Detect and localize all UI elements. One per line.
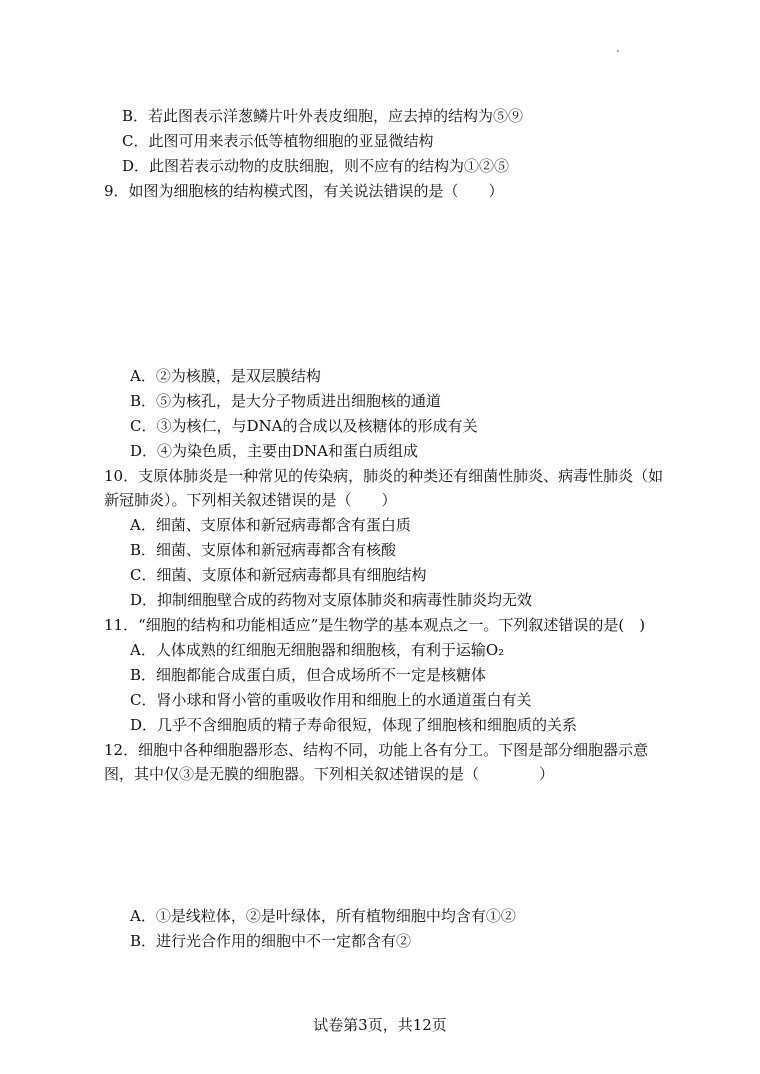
q8-option-d: D．此图若表示动物的皮肤细胞，则不应有的结构为①②⑤ — [122, 157, 510, 175]
q11-option-c: C．肾小球和肾小管的重吸收作用和细胞上的水通道蛋白有关 — [130, 691, 532, 709]
q12-stem-line2: 图，其中仅③是无膜的细胞器。下列相关叙述错误的是（ ） — [104, 765, 555, 783]
q10-option-c: C．细菌、支原体和新冠病毒都具有细胞结构 — [130, 566, 427, 584]
q11-stem: 11．“细胞的结构和功能相适应”是生物学的基本观点之一。下列叙述错误的是( ) — [104, 616, 646, 634]
q10-option-a: A．细菌、支原体和新冠病毒都含有蛋白质 — [130, 516, 411, 534]
q8-option-c: C．此图可用来表示低等植物细胞的亚显微结构 — [122, 132, 434, 150]
q9-option-b: B．⑤为核孔，是大分子物质进出细胞核的通道 — [130, 392, 442, 410]
q9-option-c: C．③为核仁，与DNA的合成以及核糖体的形成有关 — [130, 417, 478, 435]
q9-figure-area — [104, 205, 664, 360]
q11-option-b: B．细胞都能合成蛋白质，但合成场所不一定是核糖体 — [130, 666, 487, 684]
q11-option-a: A．人体成熟的红细胞无细胞器和细胞核，有利于运输O₂ — [130, 641, 505, 659]
q10-stem-line2: 新冠肺炎）。下列相关叙述错误的是（ ） — [104, 491, 397, 509]
q10-stem-line1: 10．支原体肺炎是一种常见的传染病，肺炎的种类还有细菌性肺炎、病毒性肺炎（如 — [104, 467, 664, 485]
q11-option-d: D．几乎不含细胞质的精子寿命很短，体现了细胞核和细胞质的关系 — [130, 716, 578, 734]
q9-option-a: A．②为核膜，是双层膜结构 — [130, 367, 321, 385]
q10-option-b: B．细菌、支原体和新冠病毒都含有核酸 — [130, 541, 397, 559]
q8-option-b: B．若此图表示洋葱鳞片叶外表皮细胞，应去掉的结构为⑤⑨ — [122, 107, 524, 125]
q10-option-d: D．抑制细胞壁合成的药物对支原体肺炎和病毒性肺炎均无效 — [130, 591, 533, 609]
page-speck — [617, 50, 619, 52]
q12-option-a: A．①是线粒体，②是叶绿体，所有植物细胞中均含有①② — [130, 907, 516, 925]
q9-option-d: D．④为染色质，主要由DNA和蛋白质组成 — [130, 442, 419, 460]
q9-stem: 9．如图为细胞核的结构模式图，有关说法错误的是（ ） — [104, 182, 504, 200]
page-footer: 试卷第3页，共12页 — [313, 1016, 447, 1034]
q12-figure-area — [104, 790, 664, 900]
q12-stem-line1: 12．细胞中各种细胞器形态、结构不同，功能上各有分工。下图是部分细胞器示意 — [104, 741, 649, 759]
q12-option-b: B．进行光合作用的细胞中不一定都含有② — [130, 932, 412, 950]
